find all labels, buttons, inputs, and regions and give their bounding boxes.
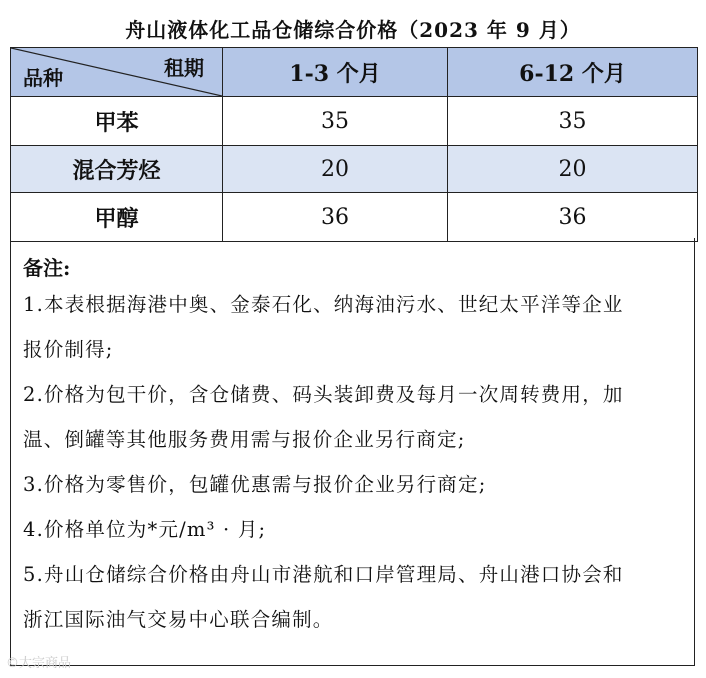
note-line: 报价制得; <box>23 338 114 361</box>
column-header: 6-12 个月 <box>448 48 698 97</box>
note-line: 浙江国际油气交易中心联合编制。 <box>23 608 334 631</box>
notes-title: 备注: <box>23 256 71 280</box>
column-header: 1-3 个月 <box>223 48 448 97</box>
note-line: 2.价格为包干价，含仓储费、码头装卸费及每月一次周转费用，加 <box>23 383 624 406</box>
price-cell: 36 <box>448 193 698 242</box>
diagonal-header-cell <box>11 48 223 97</box>
table-header-row <box>11 48 698 97</box>
table-row <box>11 146 698 193</box>
note-line: 温、倒罐等其他服务费用需与报价企业另行商定; <box>23 428 466 451</box>
watermark: ©大宗商品 <box>6 656 72 671</box>
product-cell: 甲苯 <box>11 97 223 146</box>
product-cell: 甲醇 <box>11 193 223 242</box>
price-table <box>10 47 698 242</box>
table-row <box>11 193 698 242</box>
note-line: 1.本表根据海港中奥、金泰石化、纳海油污水、世纪太平洋等企业 <box>23 293 624 316</box>
price-cell: 35 <box>223 97 448 146</box>
product-cell: 混合芳烃 <box>11 146 223 193</box>
header-product-label: 品种 <box>23 66 63 90</box>
note-line: 4.价格单位为*元/m³ · 月; <box>23 518 267 541</box>
table-row <box>11 97 698 146</box>
price-cell: 20 <box>223 146 448 193</box>
note-line: 5.舟山仓储综合价格由舟山市港航和口岸管理局、舟山港口协会和 <box>23 563 624 586</box>
page-title: 舟山液体化工品仓储综合价格（2023 年 9 月） <box>125 18 581 42</box>
price-cell: 36 <box>223 193 448 242</box>
notes-box <box>10 238 695 666</box>
note-line: 3.价格为零售价，包罐优惠需与报价企业另行商定; <box>23 473 487 496</box>
price-cell: 35 <box>448 97 698 146</box>
price-cell: 20 <box>448 146 698 193</box>
header-period-label: 租期 <box>164 56 204 80</box>
